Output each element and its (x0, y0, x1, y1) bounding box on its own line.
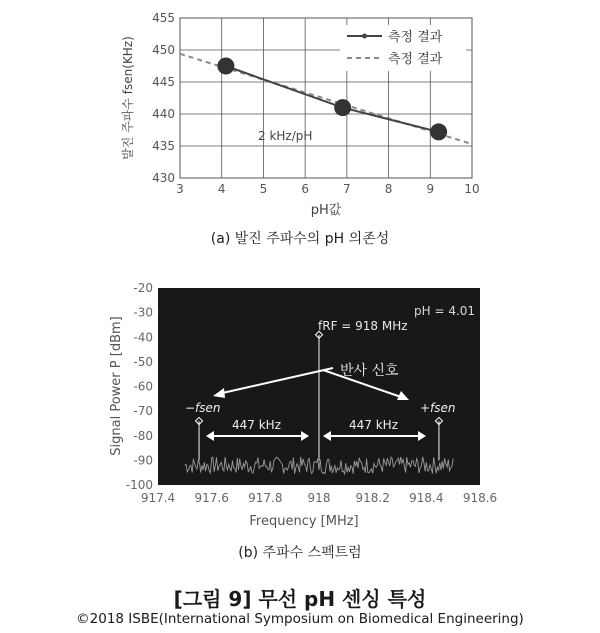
chart-a-y-tick-label: 440 (152, 107, 175, 121)
chart-a-data-point (334, 99, 351, 116)
chart-a-x-tick-label: 8 (384, 182, 393, 196)
chart-b-y-tick-label: -40 (133, 330, 153, 345)
legend-label-measured: 측정 결과 (388, 30, 443, 45)
chart-a-y-tick-label: 430 (152, 171, 175, 185)
chart-a-data-point (217, 58, 234, 75)
chart-b-x-ticks (141, 491, 497, 505)
chart-b-y-tick-label: -80 (133, 428, 153, 443)
chart-b-y-ticks (126, 281, 153, 492)
chart-a-x-axis-label: pH값 (310, 203, 342, 218)
chart-b-x-tick-label: 917.8 (248, 491, 283, 505)
chart-b-y-tick-label: -60 (133, 379, 153, 394)
chart-b-y-tick-label: -70 (133, 404, 153, 419)
carrier-annotation: fRF = 918 MHz (318, 319, 408, 333)
chart-a-caption: (a) 발진 주파수의 pH 의존성 (210, 231, 390, 247)
chart-b-y-axis-label: Signal Power P [dBm] (109, 316, 124, 456)
upper-sideband-label: +fsen (420, 401, 456, 415)
chart-b-x-tick-label: 918 (307, 491, 331, 505)
copyright-notice: ©2018 ISBE(International Symposium on Biomedical Engineering) (76, 611, 524, 627)
chart-a (120, 11, 480, 218)
chart-a-y-tick-label: 450 (152, 43, 175, 57)
chart-a-y-tick-label: 455 (152, 11, 175, 25)
chart-b-caption: (b) 주파수 스펙트럼 (238, 545, 362, 561)
chart-b-y-tick-label: -50 (133, 354, 153, 369)
legend-solid-marker (362, 34, 367, 39)
spacing-label-right: 447 kHz (349, 418, 398, 432)
chart-a-y-axis-label: 발진 주파수 fsen(KHz) (121, 36, 135, 160)
chart-b-x-tick-label: 918.6 (462, 491, 498, 505)
chart-a-x-ticks (176, 182, 479, 196)
chart-a-x-tick-label: 7 (343, 182, 351, 196)
chart-b (109, 281, 497, 529)
chart-a-data-point (430, 123, 447, 140)
chart-b-x-tick-label: 918.2 (355, 491, 390, 505)
chart-a-x-tick-label: 4 (217, 182, 226, 196)
chart-b-y-tick-label: -30 (133, 305, 153, 320)
chart-a-x-tick-label: 6 (301, 182, 309, 196)
chart-b-x-tick-label: 918.4 (409, 491, 444, 505)
lower-sideband-label: −fsen (185, 401, 221, 415)
chart-a-x-tick-label: 9 (426, 182, 435, 196)
chart-b-y-tick-label: -90 (133, 453, 153, 468)
chart-a-x-tick-label: 10 (464, 182, 480, 196)
chart-a-x-tick-label: 3 (176, 182, 184, 196)
chart-b-y-tick-label: -20 (133, 281, 153, 295)
chart-b-y-tick-label: -100 (125, 478, 153, 492)
chart-b-x-tick-label: 917.4 (140, 491, 176, 505)
chart-a-legend (340, 25, 466, 71)
chart-a-y-tick-label: 435 (152, 139, 175, 153)
chart-a-y-tick-label: 445 (152, 75, 175, 89)
chart-a-y-ticks (152, 11, 175, 185)
chart-b-x-axis-label: Frequency [MHz] (249, 514, 359, 529)
spacing-label-left: 447 kHz (232, 418, 281, 432)
reflection-annotation: 반사 신호 (340, 363, 399, 379)
figure-title: [그림 9] 무선 pH 센싱 특성 (173, 587, 427, 611)
ph-annotation: pH = 4.01 (414, 304, 476, 318)
chart-a-slope-annotation: 2 kHz/pH (258, 129, 313, 143)
chart-b-x-tick-label: 917.6 (194, 491, 229, 505)
legend-label-fit: 측정 결과 (388, 52, 443, 67)
chart-a-x-tick-label: 5 (259, 182, 268, 196)
